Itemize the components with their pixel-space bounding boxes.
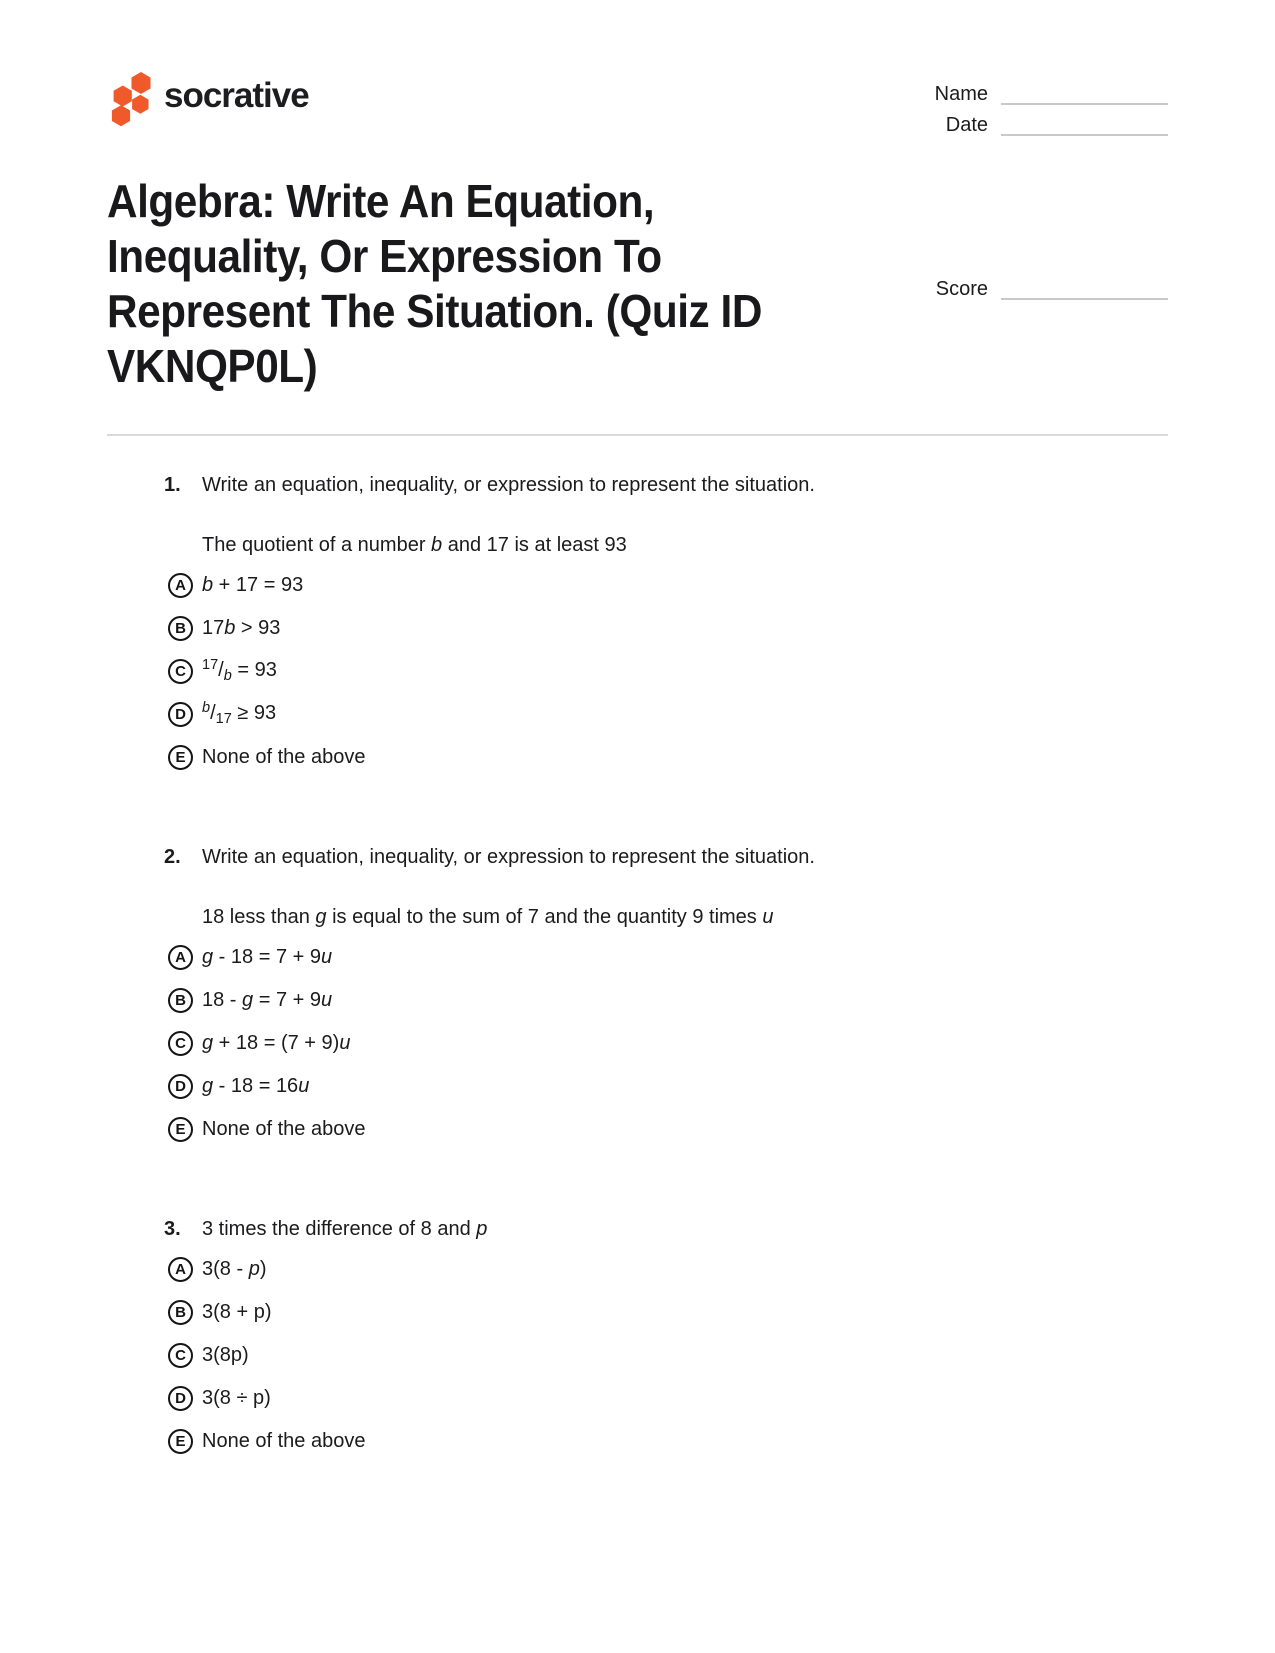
socrative-logo-icon [107, 70, 155, 128]
math-part: p [248, 1258, 260, 1280]
math-part: u [321, 989, 333, 1011]
math-part: g [202, 946, 214, 968]
math-part: b [224, 617, 236, 639]
question-text: 3 times the difference of 8 and p [202, 1218, 488, 1240]
option-text: b + 17 = 93 [202, 574, 304, 596]
question-header [164, 472, 1168, 498]
option-letter-bubble: E [168, 1429, 193, 1454]
option-text: 3(8 - p) [202, 1258, 267, 1280]
answer-options [168, 942, 1168, 1144]
answer-options [168, 570, 1168, 772]
answer-options [168, 1254, 1168, 1456]
question-prompt: 18 less than g is equal to the sum of 7 and the quantity 9 times u [202, 906, 774, 928]
date-label: Date [945, 114, 988, 136]
option-text: None of the above [202, 1430, 366, 1452]
option-letter-bubble: D [168, 1386, 193, 1411]
title-section [107, 174, 1168, 394]
answer-option-b [168, 613, 1168, 643]
math-part: u [298, 1075, 310, 1097]
name-label: Name [934, 83, 988, 105]
answer-option-d [168, 1383, 1168, 1413]
answer-option-d [168, 699, 1168, 729]
name-blank-line [1001, 84, 1168, 105]
answer-option-b [168, 985, 1168, 1015]
math-part: 17 [215, 711, 232, 727]
option-letter-bubble: E [168, 745, 193, 770]
option-letter-bubble: A [168, 1257, 193, 1282]
date-field-row [930, 114, 1168, 136]
question-header [164, 844, 1168, 870]
answer-option-e [168, 1114, 1168, 1144]
option-text: g - 18 = 7 + 9u [202, 946, 333, 968]
question-block-2 [164, 844, 1168, 1144]
question-number: 2. [164, 846, 181, 868]
option-letter-bubble: B [168, 988, 193, 1013]
option-letter-bubble: B [168, 616, 193, 641]
option-text: g + 18 = (7 + 9)u [202, 1032, 351, 1054]
question-prompt: The quotient of a number b and 17 is at least 93 [202, 534, 627, 556]
math-part: b [202, 700, 211, 716]
score-label: Score [935, 278, 988, 300]
brand [107, 70, 309, 128]
question-text: Write an equation, inequality, or expression to represent the situation. [202, 846, 815, 868]
math-part: g [315, 906, 327, 928]
answer-option-a [168, 1254, 1168, 1284]
student-fields [930, 70, 1168, 145]
answer-option-e [168, 742, 1168, 772]
math-part: g [202, 1075, 214, 1097]
math-part: u [339, 1032, 351, 1054]
option-letter-bubble: C [168, 1343, 193, 1368]
option-text: 3(8 ÷ p) [202, 1387, 271, 1409]
math-part: u [762, 906, 774, 928]
answer-option-c [168, 1340, 1168, 1370]
page-header [107, 70, 1168, 145]
option-letter-bubble: A [168, 945, 193, 970]
option-letter-bubble: C [168, 1031, 193, 1056]
answer-option-e [168, 1426, 1168, 1456]
question-header [164, 1216, 1168, 1242]
option-text: 18 - g = 7 + 9u [202, 989, 333, 1011]
score-field [930, 278, 1168, 309]
math-part: 17 [202, 657, 219, 673]
option-text: $^{17}/_b = 93$ [202, 657, 277, 684]
date-blank-line [1001, 115, 1168, 136]
math-part: g [202, 1032, 214, 1054]
question-block-1 [164, 472, 1168, 772]
option-text: None of the above [202, 746, 366, 768]
option-letter-bubble: E [168, 1117, 193, 1142]
option-text: 3(8p) [202, 1344, 249, 1366]
option-text: g - 18 = 16u [202, 1075, 310, 1097]
question-number: 1. [164, 474, 181, 496]
question-list [107, 436, 1168, 1456]
math-part: g [242, 989, 254, 1011]
answer-option-c [168, 1028, 1168, 1058]
math-part: b [223, 668, 232, 684]
math-part: u [320, 946, 333, 968]
option-text: None of the above [202, 1118, 366, 1140]
question-number: 3. [164, 1218, 181, 1240]
question-text: Write an equation, inequality, or expression to represent the situation. [202, 474, 815, 496]
option-text: $^b/_{17} \ge 93$ [202, 700, 277, 727]
brand-wordmark: socrative [164, 76, 309, 115]
math-part: b [202, 574, 214, 596]
answer-option-a [168, 942, 1168, 972]
name-field-row [930, 83, 1168, 105]
math-part: b [431, 534, 443, 556]
option-letter-bubble: A [168, 573, 193, 598]
quiz-title: Algebra: Write An Equation, Inequality, Or Expression To Represent The Situation. (Quiz ID VKNQP0L) [107, 175, 762, 392]
question-block-3 [164, 1216, 1168, 1456]
answer-option-c [168, 656, 1168, 686]
option-letter-bubble: D [168, 1074, 193, 1099]
option-letter-bubble: D [168, 702, 193, 727]
answer-option-b [168, 1297, 1168, 1327]
option-letter-bubble: C [168, 659, 193, 684]
score-blank-line [1001, 279, 1168, 300]
score-field-row [930, 278, 1168, 300]
option-text: 3(8 + p) [202, 1301, 272, 1323]
answer-option-a [168, 570, 1168, 600]
math-part: p [476, 1218, 488, 1240]
option-letter-bubble: B [168, 1300, 193, 1325]
option-text: 17b > 93 [202, 617, 281, 639]
answer-option-d [168, 1071, 1168, 1101]
